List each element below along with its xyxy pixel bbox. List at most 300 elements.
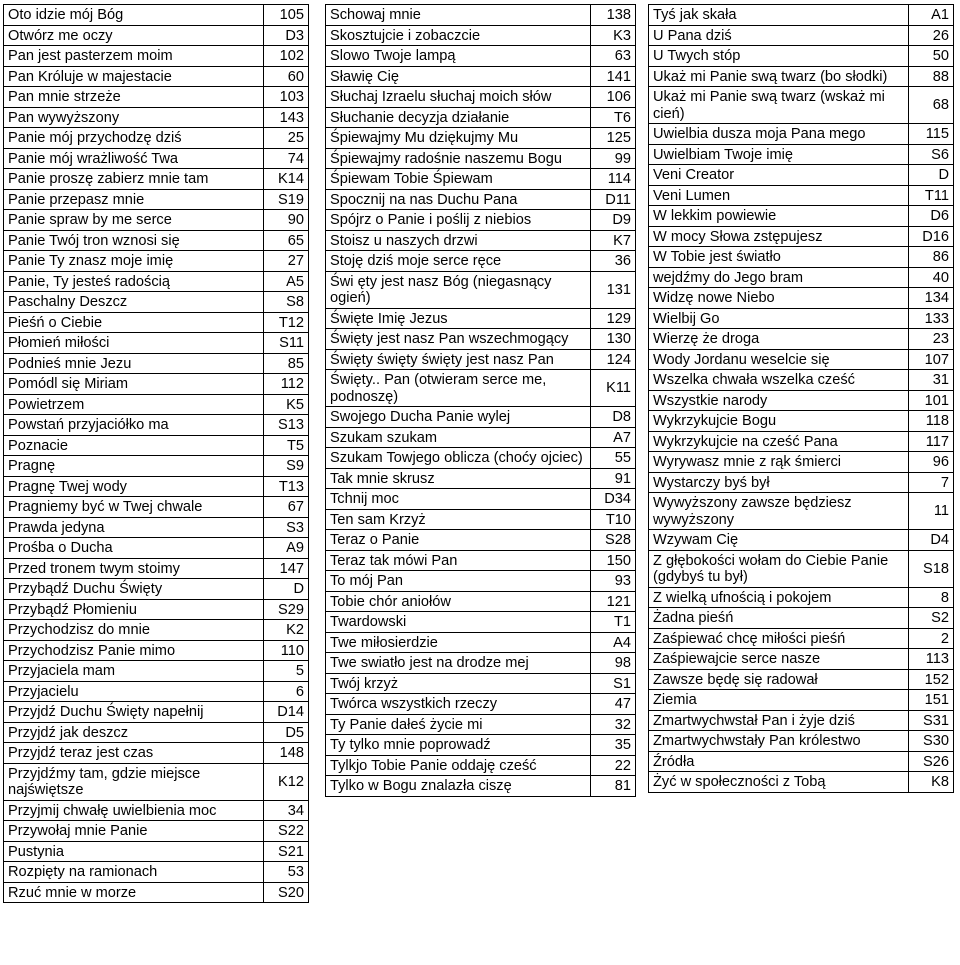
song-row bbox=[649, 690, 954, 711]
song-title: Tylkjo Tobie Panie oddaję cześć bbox=[326, 755, 591, 776]
song-title: Poznacie bbox=[4, 435, 264, 456]
song-title: Rozpięty na ramionach bbox=[4, 862, 264, 883]
song-row bbox=[649, 329, 954, 350]
song-title: Teraz tak mówi Pan bbox=[326, 550, 591, 571]
song-number: 35 bbox=[591, 735, 636, 756]
song-row bbox=[326, 550, 636, 571]
song-number: S30 bbox=[909, 731, 954, 752]
song-number: S19 bbox=[264, 189, 309, 210]
song-title: U Pana dziś bbox=[649, 25, 909, 46]
song-number: A1 bbox=[909, 5, 954, 26]
song-title: Twój krzyż bbox=[326, 673, 591, 694]
song-title: Pragniemy być w Twej chwale bbox=[4, 497, 264, 518]
song-title: Slowo Twoje lampą bbox=[326, 46, 591, 67]
song-number: S9 bbox=[264, 456, 309, 477]
song-title: Szukam Towjego oblicza (choćy ojciec) bbox=[326, 448, 591, 469]
song-number: 133 bbox=[909, 308, 954, 329]
song-title: Powstań przyjaciółko ma bbox=[4, 415, 264, 436]
song-row bbox=[4, 862, 309, 883]
song-title: Przychodzisz do mnie bbox=[4, 620, 264, 641]
song-title: Przyjdźmy tam, gdzie miejsce najświętsze bbox=[4, 763, 264, 800]
song-number: K12 bbox=[264, 763, 309, 800]
song-number: A9 bbox=[264, 538, 309, 559]
song-number: 5 bbox=[264, 661, 309, 682]
song-number: S8 bbox=[264, 292, 309, 313]
song-title: Tak mnie skrusz bbox=[326, 468, 591, 489]
song-number: 147 bbox=[264, 558, 309, 579]
song-row bbox=[4, 230, 309, 251]
song-row bbox=[326, 448, 636, 469]
song-title: U Twych stóp bbox=[649, 46, 909, 67]
song-number: S1 bbox=[591, 673, 636, 694]
song-row bbox=[4, 374, 309, 395]
song-row bbox=[326, 251, 636, 272]
song-row bbox=[649, 144, 954, 165]
song-title: Veni Creator bbox=[649, 165, 909, 186]
song-title: Panie mój przychodzę dziś bbox=[4, 128, 264, 149]
song-number: 68 bbox=[909, 87, 954, 124]
song-row bbox=[326, 468, 636, 489]
song-row bbox=[4, 435, 309, 456]
song-number: D34 bbox=[591, 489, 636, 510]
song-title: Spójrz o Panie i poślij z niebios bbox=[326, 210, 591, 231]
song-number: 107 bbox=[909, 349, 954, 370]
song-title: Płomień miłości bbox=[4, 333, 264, 354]
song-title: Stoisz u naszych drzwi bbox=[326, 230, 591, 251]
song-row bbox=[4, 722, 309, 743]
song-number: 40 bbox=[909, 267, 954, 288]
song-title: Słuchanie decyzja działanie bbox=[326, 107, 591, 128]
song-number: 124 bbox=[591, 349, 636, 370]
song-title: Przybądź Płomieniu bbox=[4, 599, 264, 620]
song-title: Zaśpiewać chcę miłości pieśń bbox=[649, 628, 909, 649]
song-number: 152 bbox=[909, 669, 954, 690]
song-row bbox=[326, 591, 636, 612]
song-row bbox=[4, 333, 309, 354]
song-number: 134 bbox=[909, 288, 954, 309]
song-row bbox=[326, 776, 636, 797]
song-title: Prawda jedyna bbox=[4, 517, 264, 538]
song-title: Źródła bbox=[649, 751, 909, 772]
song-number: D11 bbox=[591, 189, 636, 210]
song-title: Panie przepasz mnie bbox=[4, 189, 264, 210]
song-number: 11 bbox=[909, 493, 954, 530]
song-row bbox=[4, 620, 309, 641]
song-number: 125 bbox=[591, 128, 636, 149]
song-number: K14 bbox=[264, 169, 309, 190]
song-title: Śpiewajmy Mu dziękujmy Mu bbox=[326, 128, 591, 149]
song-number: S29 bbox=[264, 599, 309, 620]
song-number: A7 bbox=[591, 427, 636, 448]
song-row bbox=[4, 599, 309, 620]
song-title: Tyś jak skała bbox=[649, 5, 909, 26]
song-number: 31 bbox=[909, 370, 954, 391]
song-number: S28 bbox=[591, 530, 636, 551]
song-title: Twe swiatło jest na drodze mej bbox=[326, 653, 591, 674]
song-number: 85 bbox=[264, 353, 309, 374]
song-title: Z wielką ufnością i pokojem bbox=[649, 587, 909, 608]
song-title: Pan mnie strzeże bbox=[4, 87, 264, 108]
song-title: Tobie chór aniołów bbox=[326, 591, 591, 612]
song-row bbox=[649, 247, 954, 268]
song-row bbox=[326, 329, 636, 350]
song-number: S31 bbox=[909, 710, 954, 731]
song-title: Swojego Ducha Panie wylej bbox=[326, 407, 591, 428]
song-title: Ty tylko mnie poprowadź bbox=[326, 735, 591, 756]
song-row bbox=[649, 288, 954, 309]
song-number: A4 bbox=[591, 632, 636, 653]
song-row bbox=[4, 415, 309, 436]
song-number: 81 bbox=[591, 776, 636, 797]
song-row bbox=[649, 550, 954, 587]
song-number: 36 bbox=[591, 251, 636, 272]
song-number: T12 bbox=[264, 312, 309, 333]
song-row bbox=[4, 148, 309, 169]
song-title: Twardowski bbox=[326, 612, 591, 633]
song-row bbox=[326, 189, 636, 210]
song-title: Święte Imię Jezus bbox=[326, 308, 591, 329]
song-row bbox=[649, 587, 954, 608]
song-title: Panie spraw by me serce bbox=[4, 210, 264, 231]
song-number: 8 bbox=[909, 587, 954, 608]
song-row bbox=[4, 763, 309, 800]
song-title: Pomódl się Miriam bbox=[4, 374, 264, 395]
song-row bbox=[326, 632, 636, 653]
song-number: D bbox=[909, 165, 954, 186]
song-number: 112 bbox=[264, 374, 309, 395]
song-title: Święty jest nasz Pan wszechmogący bbox=[326, 329, 591, 350]
song-title: Zawsze będę się radował bbox=[649, 669, 909, 690]
song-index-column-1 bbox=[3, 4, 309, 903]
song-row bbox=[4, 821, 309, 842]
song-title: Twe miłosierdzie bbox=[326, 632, 591, 653]
song-title: Pustynia bbox=[4, 841, 264, 862]
song-row bbox=[4, 579, 309, 600]
song-title: Wzywam Cię bbox=[649, 530, 909, 551]
song-row bbox=[4, 456, 309, 477]
song-number: K3 bbox=[591, 25, 636, 46]
song-number: D16 bbox=[909, 226, 954, 247]
song-title: Przyjmij chwałę uwielbienia moc bbox=[4, 800, 264, 821]
song-title: Słuchaj Izraelu słuchaj moich słów bbox=[326, 87, 591, 108]
song-number: K8 bbox=[909, 772, 954, 793]
song-number: 23 bbox=[909, 329, 954, 350]
song-row bbox=[326, 107, 636, 128]
song-number: 6 bbox=[264, 681, 309, 702]
song-number: 26 bbox=[909, 25, 954, 46]
song-title: Wszystkie narody bbox=[649, 390, 909, 411]
song-number: 110 bbox=[264, 640, 309, 661]
song-row bbox=[326, 87, 636, 108]
song-row bbox=[326, 694, 636, 715]
song-number: 67 bbox=[264, 497, 309, 518]
song-row bbox=[326, 349, 636, 370]
song-title: Ukaż mi Panie swą twarz (bo słodki) bbox=[649, 66, 909, 87]
song-row bbox=[326, 407, 636, 428]
song-number: K7 bbox=[591, 230, 636, 251]
song-row bbox=[4, 25, 309, 46]
song-title: Przyjaciela mam bbox=[4, 661, 264, 682]
song-number: 22 bbox=[591, 755, 636, 776]
song-title: W mocy Słowa zstępujesz bbox=[649, 226, 909, 247]
song-title: Wielbij Go bbox=[649, 308, 909, 329]
song-number: D bbox=[264, 579, 309, 600]
song-number: 53 bbox=[264, 862, 309, 883]
song-number: D5 bbox=[264, 722, 309, 743]
song-number: S11 bbox=[264, 333, 309, 354]
song-title: Wody Jordanu weselcie się bbox=[649, 349, 909, 370]
song-row bbox=[4, 640, 309, 661]
song-title: Spocznij na nas Duchu Pana bbox=[326, 189, 591, 210]
song-number: 88 bbox=[909, 66, 954, 87]
song-title: Sławię Cię bbox=[326, 66, 591, 87]
song-title: Zaśpiewajcie serce nasze bbox=[649, 649, 909, 670]
song-row bbox=[4, 189, 309, 210]
song-title: Żadna pieśń bbox=[649, 608, 909, 629]
song-title: Wywyższony zawsze będziesz wywyższony bbox=[649, 493, 909, 530]
song-title: Pan Króluje w majestacie bbox=[4, 66, 264, 87]
song-row bbox=[649, 185, 954, 206]
song-number: S20 bbox=[264, 882, 309, 903]
song-row bbox=[326, 25, 636, 46]
song-number: 55 bbox=[591, 448, 636, 469]
song-row bbox=[649, 267, 954, 288]
song-title: Panie mój wrażliwość Twa bbox=[4, 148, 264, 169]
song-number: 2 bbox=[909, 628, 954, 649]
song-row bbox=[4, 5, 309, 26]
song-title: Twórca wszystkich rzeczy bbox=[326, 694, 591, 715]
song-title: Przyjdź jak deszcz bbox=[4, 722, 264, 743]
song-number: 91 bbox=[591, 468, 636, 489]
song-title: Wierzę że droga bbox=[649, 329, 909, 350]
song-row bbox=[4, 87, 309, 108]
song-number: 25 bbox=[264, 128, 309, 149]
song-number: S13 bbox=[264, 415, 309, 436]
song-number: D6 bbox=[909, 206, 954, 227]
song-row bbox=[649, 751, 954, 772]
song-row bbox=[4, 292, 309, 313]
song-title: Pan wywyższony bbox=[4, 107, 264, 128]
song-title: Zmartwychwstał Pan i żyje dziś bbox=[649, 710, 909, 731]
song-title: Pan jest pasterzem moim bbox=[4, 46, 264, 67]
song-row bbox=[649, 25, 954, 46]
song-number: S26 bbox=[909, 751, 954, 772]
song-title: Przyjdź teraz jest czas bbox=[4, 743, 264, 764]
song-row bbox=[649, 772, 954, 793]
song-row bbox=[4, 169, 309, 190]
song-title: Przyjacielu bbox=[4, 681, 264, 702]
song-number: 138 bbox=[591, 5, 636, 26]
song-title: wejdźmy do Jego bram bbox=[649, 267, 909, 288]
song-number: 27 bbox=[264, 251, 309, 272]
song-row bbox=[4, 800, 309, 821]
song-number: 117 bbox=[909, 431, 954, 452]
song-row bbox=[326, 128, 636, 149]
song-row bbox=[4, 107, 309, 128]
song-title: Żyć w społeczności z Tobą bbox=[649, 772, 909, 793]
song-row bbox=[326, 714, 636, 735]
song-number: K5 bbox=[264, 394, 309, 415]
song-title: Podnieś mnie Jezu bbox=[4, 353, 264, 374]
song-row bbox=[649, 349, 954, 370]
song-row bbox=[649, 308, 954, 329]
song-number: 151 bbox=[909, 690, 954, 711]
song-row bbox=[326, 509, 636, 530]
song-title: Szukam szukam bbox=[326, 427, 591, 448]
song-number: 65 bbox=[264, 230, 309, 251]
song-number: 129 bbox=[591, 308, 636, 329]
song-row bbox=[4, 661, 309, 682]
song-row bbox=[4, 558, 309, 579]
song-row bbox=[326, 489, 636, 510]
song-row bbox=[649, 66, 954, 87]
song-row bbox=[326, 66, 636, 87]
song-row bbox=[326, 530, 636, 551]
song-row bbox=[4, 312, 309, 333]
song-row bbox=[326, 148, 636, 169]
song-title: Stoję dziś moje serce ręce bbox=[326, 251, 591, 272]
song-title: Veni Lumen bbox=[649, 185, 909, 206]
song-row bbox=[4, 841, 309, 862]
song-number: T13 bbox=[264, 476, 309, 497]
song-title: Prośba o Ducha bbox=[4, 538, 264, 559]
song-number: S3 bbox=[264, 517, 309, 538]
song-title: Rzuć mnie w morze bbox=[4, 882, 264, 903]
song-title: Ty Panie dałeś życie mi bbox=[326, 714, 591, 735]
song-number: 47 bbox=[591, 694, 636, 715]
song-number: 105 bbox=[264, 5, 309, 26]
song-row bbox=[326, 673, 636, 694]
song-row bbox=[4, 66, 309, 87]
song-number: 118 bbox=[909, 411, 954, 432]
song-row bbox=[4, 517, 309, 538]
song-number: 32 bbox=[591, 714, 636, 735]
song-row bbox=[326, 735, 636, 756]
song-row bbox=[649, 431, 954, 452]
song-number: T5 bbox=[264, 435, 309, 456]
song-number: 130 bbox=[591, 329, 636, 350]
song-row bbox=[649, 206, 954, 227]
song-number: 143 bbox=[264, 107, 309, 128]
song-title: Przychodzisz Panie mimo bbox=[4, 640, 264, 661]
song-number: 50 bbox=[909, 46, 954, 67]
song-row bbox=[649, 5, 954, 26]
song-title: Świ ęty jest nasz Bóg (niegasnący ogień) bbox=[326, 271, 591, 308]
song-row bbox=[649, 628, 954, 649]
song-title: Uwielbia dusza moja Pana mego bbox=[649, 124, 909, 145]
song-row bbox=[649, 87, 954, 124]
song-number: 106 bbox=[591, 87, 636, 108]
song-number: 7 bbox=[909, 472, 954, 493]
song-number: 63 bbox=[591, 46, 636, 67]
song-number: S6 bbox=[909, 144, 954, 165]
song-row bbox=[4, 46, 309, 67]
song-row bbox=[4, 128, 309, 149]
song-row bbox=[326, 370, 636, 407]
song-row bbox=[649, 390, 954, 411]
song-number: S18 bbox=[909, 550, 954, 587]
song-title: Pragnę bbox=[4, 456, 264, 477]
song-row bbox=[4, 702, 309, 723]
song-number: 150 bbox=[591, 550, 636, 571]
song-row bbox=[4, 353, 309, 374]
song-title: Wszelka chwała wszelka cześć bbox=[649, 370, 909, 391]
song-row bbox=[4, 743, 309, 764]
song-number: 121 bbox=[591, 591, 636, 612]
song-title: W Tobie jest światło bbox=[649, 247, 909, 268]
song-title: Powietrzem bbox=[4, 394, 264, 415]
song-number: 115 bbox=[909, 124, 954, 145]
song-row bbox=[326, 271, 636, 308]
song-row bbox=[4, 251, 309, 272]
song-title: Przed tronem twym stoimy bbox=[4, 558, 264, 579]
song-title: Skosztujcie i zobaczcie bbox=[326, 25, 591, 46]
song-row bbox=[326, 169, 636, 190]
song-title: Przywołaj mnie Panie bbox=[4, 821, 264, 842]
song-row bbox=[326, 612, 636, 633]
song-row bbox=[326, 571, 636, 592]
song-number: T11 bbox=[909, 185, 954, 206]
song-row bbox=[649, 472, 954, 493]
song-row bbox=[649, 669, 954, 690]
song-number: D14 bbox=[264, 702, 309, 723]
song-title: Święty.. Pan (otwieram serce me, podnoszę) bbox=[326, 370, 591, 407]
song-index-column-2 bbox=[325, 4, 636, 797]
song-title: Zmartwychwstały Pan królestwo bbox=[649, 731, 909, 752]
song-row bbox=[4, 681, 309, 702]
song-title: Ten sam Krzyż bbox=[326, 509, 591, 530]
song-row bbox=[326, 653, 636, 674]
song-number: D9 bbox=[591, 210, 636, 231]
song-title: Wystarczy byś był bbox=[649, 472, 909, 493]
song-row bbox=[649, 226, 954, 247]
song-number: S22 bbox=[264, 821, 309, 842]
song-row bbox=[4, 497, 309, 518]
song-number: 99 bbox=[591, 148, 636, 169]
song-number: 93 bbox=[591, 571, 636, 592]
song-number: 86 bbox=[909, 247, 954, 268]
song-title: Panie, Ty jesteś radością bbox=[4, 271, 264, 292]
song-title: Śpiewajmy radośnie naszemu Bogu bbox=[326, 148, 591, 169]
song-number: 60 bbox=[264, 66, 309, 87]
song-title: To mój Pan bbox=[326, 571, 591, 592]
song-row bbox=[326, 46, 636, 67]
song-number: D4 bbox=[909, 530, 954, 551]
song-title: Z głębokości wołam do Ciebie Panie (gdybyś tu był) bbox=[649, 550, 909, 587]
song-row bbox=[4, 271, 309, 292]
song-title: Pieśń o Ciebie bbox=[4, 312, 264, 333]
song-number: 103 bbox=[264, 87, 309, 108]
song-title: Oto idzie mój Bóg bbox=[4, 5, 264, 26]
song-title: Przybądź Duchu Święty bbox=[4, 579, 264, 600]
song-number: 113 bbox=[909, 649, 954, 670]
song-number: 141 bbox=[591, 66, 636, 87]
song-row bbox=[326, 210, 636, 231]
song-row bbox=[326, 427, 636, 448]
song-row bbox=[649, 608, 954, 629]
song-title: Panie Ty znasz moje imię bbox=[4, 251, 264, 272]
song-row bbox=[4, 538, 309, 559]
song-number: 34 bbox=[264, 800, 309, 821]
song-row bbox=[326, 755, 636, 776]
song-number: D3 bbox=[264, 25, 309, 46]
song-number: 101 bbox=[909, 390, 954, 411]
song-title: Święty święty święty jest nasz Pan bbox=[326, 349, 591, 370]
song-title: W lekkim powiewie bbox=[649, 206, 909, 227]
song-title: Wykrzykujcie Bogu bbox=[649, 411, 909, 432]
song-number: 131 bbox=[591, 271, 636, 308]
song-row bbox=[4, 882, 309, 903]
